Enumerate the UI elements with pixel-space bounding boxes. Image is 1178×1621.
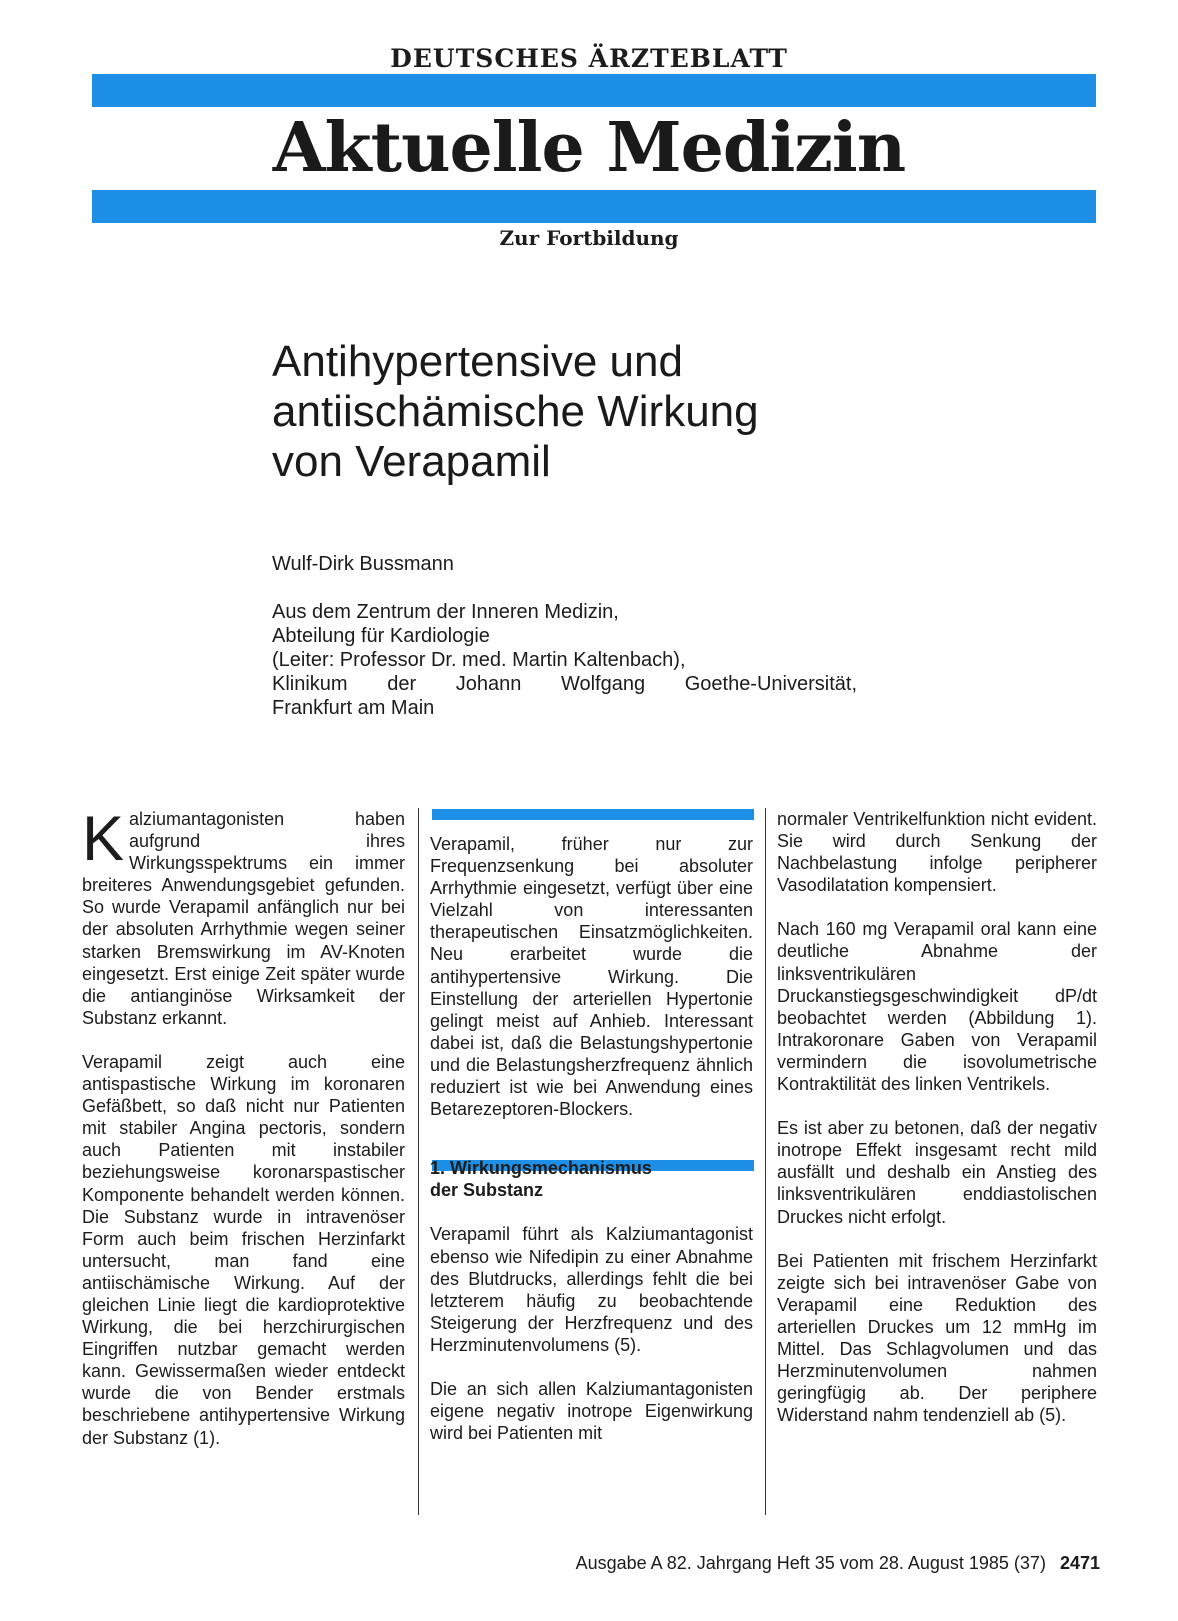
paragraph-text: alziumantagonisten haben aufgrund ihres Wirkungsspektrums ein immer breiteres Anwendungsgebiet gefunden. So wurde Verapamil anfänglich nur bei der absoluten Arrhythmie wegen seiner starken Bremswirkung im AV-Knoten eingesetzt. Erst einige Zeit später wurde die antianginöse Wirksamkeit der Substanz erkannt.	[82, 809, 405, 1028]
affiliation-line: (Leiter: Professor Dr. med. Martin Kaltenbach),	[272, 649, 686, 671]
paragraph: Verapamil führt als Kalziumantagonist ebenso wie Nifedipin zu einer Abnahme des Blutdrucks, allerdings fehlt die bei letzterem häufig zu beobachtende Steigerung der Herzfrequenz und des Herzminutenvolumens (5).	[430, 1224, 753, 1355]
column-divider	[765, 808, 766, 1515]
journal-masthead: DEUTSCHES ÄRZTEBLATT	[390, 44, 788, 73]
section-heading-line: 1. Wirkungsmechanismus	[430, 1158, 652, 1179]
drop-cap: K	[82, 804, 125, 874]
summary-box-text: Verapamil, früher nur zur Frequenzsenkung bei absoluter Arrhythmie eingesetzt, verfügt über eine Vielzahl von interessanten therapeutischen Einsatzmöglichkeiten. Neu erarbeitet wurde die antihypertensive Wirkung. Die Einstellung der arteriellen Hypertonie gelingt meist auf Anhieb. Interessant dabei ist, daß die Belastungshypertonie und die Belastungsherzfrequenz ähnlich reduziert ist wie bei Anwendung eines Betarezeptoren-Blockers.	[430, 834, 753, 1120]
section-title: Aktuelle Medizin	[272, 108, 906, 188]
article-title-line: von Verapamil	[272, 437, 551, 486]
column-divider	[418, 808, 419, 1515]
paragraph: Die an sich allen Kalziumantagonisten eigene negativ inotrope Eigenwirkung wird bei Patienten mit	[430, 1378, 753, 1444]
paragraph	[82, 804, 405, 1029]
article-title	[272, 337, 972, 487]
article-title-line: antiischämische Wirkung	[272, 387, 759, 436]
section-heading-line: der Substanz	[430, 1180, 544, 1201]
affiliation-line: Klinikum der Johann Wolfgang Goethe-Universität,	[272, 673, 857, 695]
text-column-1	[82, 804, 405, 1449]
article-title-line: Antihypertensive und	[272, 337, 683, 386]
paragraph: normaler Ventrikelfunktion nicht evident. Sie wird durch Senkung der Nachbelastung infolge peripherer Vasodilatation kompensiert.	[777, 809, 1097, 896]
summary-box-top-bar	[432, 809, 754, 820]
paragraph: Es ist aber zu betonen, daß der negativ inotrope Effekt insgesamt recht mild ausfällt und deshalb ein Anstieg des linksventrikulären enddiastolischen Druckes nicht erfolgt.	[777, 1118, 1097, 1227]
paragraph: Verapamil zeigt auch eine antispastische Wirkung im koronaren Gefäßbett, so daß nicht nur Patienten mit stabiler Angina pectoris, sondern auch Patienten mit instabiler beziehungsweise koronarspastischer Komponente behandelt werden können. Die Substanz wurde in intravenöser Form auch beim frischen Herzinfarkt untersucht, man fand eine antiischämische Wirkung. Auf der gleichen Linie liegt die kardioprotektive Wirkung, die bei herzchirurgischen Eingriffen nutzbar gemacht werden kann. Gewissermaßen wieder entdeckt wurde die von Bender erstmals beschriebene antihypertensive Wirkung der Substanz (1).	[82, 1051, 405, 1448]
subsection-label: Zur Fortbildung	[499, 226, 679, 250]
page-footer	[0, 1553, 1100, 1574]
affiliation	[272, 600, 857, 720]
edition-info: Ausgabe A 82. Jahrgang Heft 35 vom 28. August 1985 (37)	[575, 1553, 1046, 1573]
paragraph: Bei Patienten mit frischem Herzinfarkt zeigte sich bei intravenöser Gabe von Verapamil eine Reduktion des arteriellen Druckes um 12 mmHg im Mittel. Das Schlagvolumen und das Herzminutenvolumen nahmen geringfügig ab. Der periphere Widerstand nahm tendenziell ab (5).	[777, 1250, 1097, 1426]
affiliation-line: Frankfurt am Main	[272, 697, 435, 719]
blue-bar-top	[92, 74, 1096, 107]
section-heading	[430, 1157, 753, 1201]
paragraph: Nach 160 mg Verapamil oral kann eine deutliche Abnahme der linksventrikulären Druckanstiegsgeschwindigkeit dP/dt beobachtet werden (Abbildung 1). Intrakoronare Gaben von Verapamil vermindern die isovolumetrische Kontraktilität des linken Ventrikels.	[777, 919, 1097, 1095]
affiliation-line: Abteilung für Kardiologie	[272, 625, 490, 647]
text-column-3	[777, 808, 1097, 1426]
blue-bar-bottom	[92, 190, 1096, 223]
text-column-2	[430, 833, 753, 1444]
author-name: Wulf-Dirk Bussmann	[272, 553, 454, 575]
page-number: 2471	[1059, 1553, 1100, 1573]
affiliation-line: Aus dem Zentrum der Inneren Medizin,	[272, 601, 619, 623]
